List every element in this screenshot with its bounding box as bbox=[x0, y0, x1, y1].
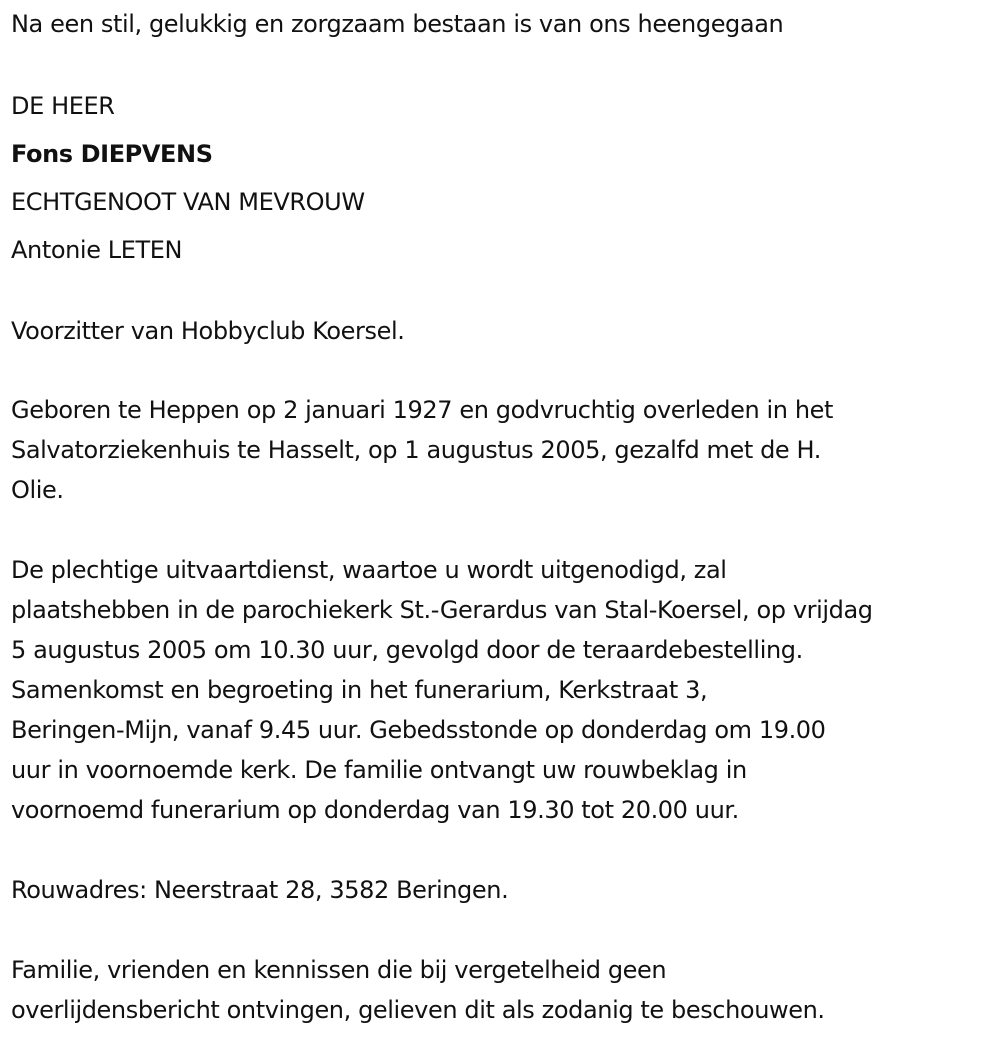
funeral-line: De plechtige uitvaartdienst, waartoe u wordt uitgenodigd, zal bbox=[11, 556, 727, 584]
mourning-address: Rouwadres: Neerstraat 28, 3582 Beringen. bbox=[11, 876, 509, 904]
funeral-line: Samenkomst en begroeting in het funerarium, Kerkstraat 3, bbox=[11, 676, 708, 704]
role-text: Voorzitter van Hobbyclub Koersel. bbox=[11, 317, 405, 345]
birth-death-line: Salvatorziekenhuis te Hasselt, op 1 augustus 2005, gezalfd met de H. bbox=[11, 436, 821, 464]
funeral-line: Beringen-Mijn, vanaf 9.45 uur. Gebedsstonde op donderdag om 19.00 bbox=[11, 716, 826, 744]
birth-death-line: Geboren te Heppen op 2 januari 1927 en godvruchtig overleden in het bbox=[11, 396, 834, 424]
relation-text: ECHTGENOOT VAN MEVROUW bbox=[11, 188, 365, 216]
funeral-line: 5 augustus 2005 om 10.30 uur, gevolgd door de teraardebestelling. bbox=[11, 636, 803, 664]
funeral-line: voornoemd funerarium op donderdag van 19.30 tot 20.00 uur. bbox=[11, 796, 739, 824]
spouse-name: Antonie LETEN bbox=[11, 236, 183, 264]
intro-text: Na een stil, gelukkig en zorgzaam bestaan is van ons heengegaan bbox=[11, 10, 784, 38]
funeral-line: plaatshebben in de parochiekerk St.-Gerardus van Stal-Koersel, op vrijdag bbox=[11, 596, 873, 624]
closing-line: Familie, vrienden en kennissen die bij vergetelheid geen bbox=[11, 956, 667, 984]
funeral-line: uur in voornoemde kerk. De familie ontvangt uw rouwbeklag in bbox=[11, 756, 747, 784]
title-prefix: DE HEER bbox=[11, 92, 115, 120]
deceased-name: Fons DIEPVENS bbox=[11, 140, 213, 168]
birth-death-line: Olie. bbox=[11, 476, 64, 504]
closing-line: overlijdensbericht ontvingen, gelieven dit als zodanig te beschouwen. bbox=[11, 996, 825, 1024]
